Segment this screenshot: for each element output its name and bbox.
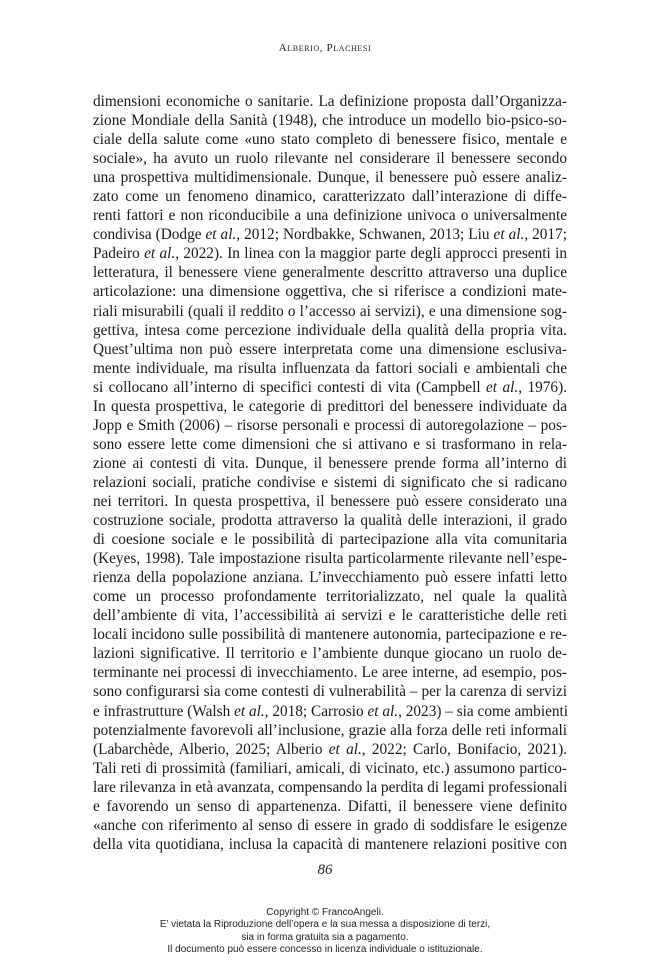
text-line: zione Mondiale della Sanità (1948), che introduce un modello bio-psico-so- [93, 112, 567, 130]
text-line: In questa prospettiva, le categorie di predittori del benessere individuate da [93, 397, 567, 415]
text-line: potenzialmente favorevoli all’inclusione, grazie alla forza delle reti informali [93, 721, 567, 739]
text-line: di coesione sociale e le possibilità di partecipazione alla vita comunitaria [93, 531, 567, 549]
copyright-line: Il documento può essere concesso in licenza individuale o istituzionale. [167, 944, 483, 956]
copyright-line: E’ vietata la Riproduzione dell’opera e la sua messa a disposizione di terzi, [159, 919, 491, 931]
text-line: della vita quotidiana, inclusa la capacità di mantenere relazioni positive con [93, 835, 567, 853]
text-line: mente individuale, ma risulta influenzata da fattori sociali e ambientali che [93, 359, 567, 377]
text-line: costruzione sociale, prodotta attraverso la qualità delle interazioni, il grado [93, 512, 567, 530]
text-line: come un processo profondamente territorializzato, nel quale la qualità [93, 588, 567, 606]
copyright-line: Copyright © FrancoAngeli. [266, 907, 384, 918]
text-line: articolazione: una dimensione oggettiva, che si riferisce a condizioni mate- [93, 283, 567, 301]
page-number: 86 [317, 862, 333, 878]
text-line: si collocano all’interno di specifici contesti di vita (Campbell et al., 1976). [93, 378, 567, 396]
text-line: e infrastrutture (Walsh et al., 2018; Carrosio et al., 2023) – sia come ambienti [93, 702, 569, 720]
text-line: gettiva, intesa come percezione individuale della qualità della propria vita. [93, 321, 567, 339]
text-line: riali misurabili (quali il reddito o l’accesso ai servizi), e una dimensione sog- [93, 302, 567, 320]
text-line: Tali reti di prossimità (familiari, amicali, di vicinato, etc.) assumono partico- [93, 759, 567, 777]
text-line: terminante nei processi di invecchiamento. Le aree interne, ad esempio, pos- [93, 664, 567, 682]
text-line: (Keyes, 1998). Tale impostazione risulta particolarmente rilevante nell’espe- [93, 550, 567, 568]
copyright-notice [0, 907, 650, 957]
text-line: (Labarchède, Alberio, 2025; Alberio et al., 2022; Carlo, Bonifacio, 2021). [93, 740, 567, 758]
text-line: Jopp e Smith (2006) – risorse personali e processi di autoregolazione – pos- [93, 416, 567, 434]
text-line: lazioni significative. Il territorio e l’ambiente dunque giocano un ruolo de- [93, 645, 567, 663]
text-line: «anche con riferimento al senso di essere in grado di soddisfare le esigenze [93, 816, 567, 834]
text-line: Quest’ultima non può essere interpretata come una dimensione esclusiva- [93, 340, 567, 358]
text-line: ciale della salute come «uno stato completo di benessere fisico, mentale e [93, 131, 567, 149]
body-paragraph [93, 92, 567, 854]
text-line: dimensioni economiche o sanitarie. La definizione proposta dall’Organizza- [93, 93, 567, 110]
text-line: locali incidono sulle possibilità di mantenere autonomia, partecipazione e re- [93, 626, 567, 644]
text-line: condivisa (Dodge et al., 2012; Nordbakke, Schwanen, 2013; Liu et al., 2017; [93, 226, 567, 244]
text-line: zione ai contesti di vita. Dunque, il benessere prende forma all’interno di [93, 454, 567, 472]
running-head: Alberio, Plachesi [278, 42, 372, 54]
text-line: renti fattori e non riconducibile a una definizione univoca o universalmente [93, 207, 567, 225]
text-line: e favorendo un senso di appartenenza. Difatti, il benessere viene definito [93, 797, 567, 815]
text-line: zato come un fenomeno dinamico, caratterizzato dall’interazione di diffe- [93, 188, 567, 206]
text-line: Padeiro et al., 2022). In linea con la maggior parte degli approcci presenti in [93, 245, 567, 263]
text-line: sono essere lette come dimensioni che si attivano e si trasformano in rela- [93, 435, 567, 453]
text-line: una prospettiva multidimensionale. Dunque, il benessere può essere analiz- [93, 169, 567, 187]
text-line: letteratura, il benessere viene generalmente descritto attraverso una duplice [93, 264, 567, 282]
text-line: nei territori. In questa prospettiva, il benessere può essere considerato una [93, 492, 567, 510]
text-line: sono configurarsi sia come contesti di vulnerabilità – per la carenza di servizi [93, 683, 567, 701]
text-line: relazioni sociali, pratiche condivise e sistemi di significato che si radicano [93, 473, 567, 491]
copyright-line: sia in forma gratuita sia a pagamento. [241, 931, 409, 943]
text-line: sociale», ha avuto un ruolo rilevante nel considerare il benessere secondo [93, 150, 567, 168]
text-line: rienza della popolazione anziana. L’invecchiamento può essere infatti letto [93, 569, 567, 587]
text-line: lare rilevanza in età avanzata, compensando la perdita di legami professionali [93, 778, 568, 796]
text-line: dell’ambiente di vita, l’accessibilità ai servizi e le caratteristiche delle reti [93, 607, 567, 625]
